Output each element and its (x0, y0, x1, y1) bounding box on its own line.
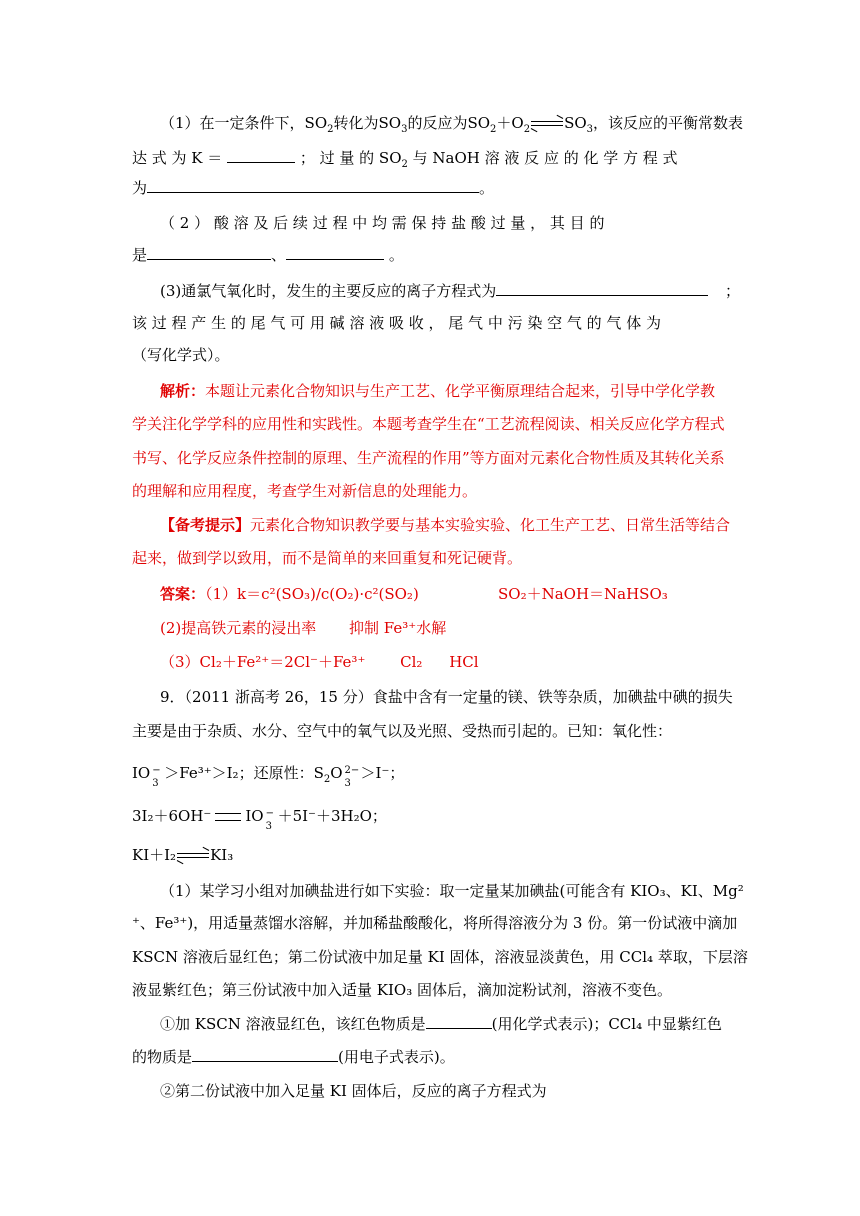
q9-sub2-line1 (160, 1081, 547, 1101)
text: （ 2 ） 酸 溶 及 后 续 过 程 中 均 需 保 持 盐 酸 过 量 ， 其 目 的 (160, 214, 605, 232)
ion-charge: − 3 (152, 765, 161, 789)
text: ＞Fe³⁺＞I₂；还原性：S (164, 764, 324, 782)
text: （3）Cl₂＋Fe²⁺＝2Cl⁻＋Fe³⁺ (160, 653, 366, 671)
tip-line2 (132, 548, 522, 568)
text: 的物质是 (132, 1048, 193, 1066)
text: 转化为SO (333, 114, 402, 132)
answer-blank[interactable] (426, 1014, 492, 1029)
equals-sign-icon (215, 813, 241, 821)
q9-equation1 (132, 806, 387, 832)
q8-part1-line2: 达 式 为 K ＝ ； 过 量 的 $SO_2$ 与 NaOH 溶 液 反 应 的 化 学 方 程 式 (132, 149, 678, 170)
text: SO₂＋NaOH＝NaHSO₃ (498, 585, 668, 603)
answer-blank[interactable] (147, 245, 271, 260)
tip-label: 【备考提示】 (160, 516, 251, 534)
text: (用电子式表示)。 (338, 1048, 455, 1066)
text: (用化学式表示)；CCl₄ 中显紫红色 (491, 1015, 722, 1033)
q9-part1-line2 (132, 913, 737, 933)
text: 本题让元素化合物知识与生产工艺、化学平衡原理结合起来，引导中学化学教 (205, 382, 716, 400)
text: 。 (479, 179, 495, 197)
q9-sub1-line2 (132, 1047, 455, 1067)
text: ①加 KSCN 溶液显红色，该红色物质是 (160, 1015, 426, 1033)
q8-part2-line2 (132, 245, 404, 265)
answer-label: 答案： (160, 585, 206, 603)
q9-line2 (132, 721, 672, 741)
text: 是 (132, 246, 148, 264)
answer-blank[interactable] (147, 178, 479, 193)
q8-part3-line2 (132, 313, 661, 333)
text: Cl₂ (400, 653, 423, 671)
q9-sub1-line1 (160, 1014, 722, 1034)
text: 学关注化学学科的应用性和实践性。本题考查学生在“工艺流程阅读、相关反应化学方程式 (132, 415, 725, 433)
answer-blank[interactable] (286, 245, 384, 260)
ion-charge: − 3 (265, 808, 274, 832)
q8-part1-line3 (132, 178, 494, 198)
q9-oxidation-line: IO − 3 ＞Fe³⁺＞I₂；还原性：$S_2O$ 2− 3 ＞I⁻； (132, 764, 405, 789)
answer-blank[interactable] (496, 281, 708, 296)
answer-blank[interactable] (227, 148, 295, 163)
text: （1）k＝c²(SO₃)/c(O₂)·c²(SO₂) (205, 585, 419, 603)
ion-charge: 2− 3 (344, 765, 360, 789)
tip-line1 (160, 515, 730, 535)
text: 与 NaOH 溶 液 反 应 的 化 学 方 程 式 (412, 149, 678, 167)
q8-part1-line1: （1）在一定条件下，$SO_2$转化为$SO_3$的反应为$SO_2+O_2$ $SO_3$，该反应的平衡常数表 (160, 114, 744, 135)
text: ＞I⁻； (360, 764, 405, 782)
q8-part2-line1 (160, 213, 604, 233)
text: 液显紫红色；第三份试液中加入适量 KIO₃ 固体后，滴加淀粉试剂，溶液不变色。 (132, 981, 672, 999)
text: 为 (132, 179, 148, 197)
text: 该 过 程 产 生 的 尾 气 可 用 碱 溶 液 吸 收 ， 尾 气 中 污 染 空 气 的 气 体 为 (132, 314, 661, 332)
text: （1）在一定条件下，SO (160, 114, 328, 132)
q9-equation2 (132, 845, 233, 865)
text: ②第二份试液中加入足量 KI 固体后，反应的离子方程式为 (160, 1082, 547, 1100)
equilibrium-arrow-icon (177, 851, 209, 861)
text: 9．（2011 浙高考 26，15 分）食盐中含有一定量的镁、铁等杂质，加碘盐中碘的损失 (160, 688, 733, 706)
text: KSCN 溶液后显红色；第二份试液中加足量 KI 固体，溶液显淡黄色，用 CCl₄ 萃取，下层溶 (132, 948, 748, 966)
text: KI＋I₂ (132, 846, 177, 864)
text: 3I₂＋6OH⁻ (132, 807, 212, 825)
q9-part1-line1 (160, 881, 744, 901)
text: (2)提高铁元素的浸出率 (160, 619, 317, 637)
analysis-line4 (132, 481, 477, 501)
text: (3)通氯气氧化时，发生的主要反应的离子方程式为 (160, 282, 497, 300)
analysis-line3 (132, 448, 725, 468)
text: ，该反应的平衡常数表 (593, 114, 744, 132)
text: 。 (388, 246, 404, 264)
answer-line3 (160, 652, 479, 672)
text: 元素化合物知识教学要与基本实验实验、化工生产工艺、日常生活等结合 (250, 516, 731, 534)
text: 主要是由于杂质、水分、空气中的氧气以及光照、受热而引起的。已知：氧化性： (132, 722, 673, 740)
text: ＋5I⁻＋3H₂O； (277, 807, 387, 825)
text: IO (245, 807, 264, 825)
text: 、 (271, 246, 287, 264)
text: KI₃ (210, 846, 234, 864)
text: ＋O (496, 114, 524, 132)
answer-line1b (498, 584, 668, 604)
answer-line1 (160, 584, 419, 604)
text: 的反应为SO (407, 114, 491, 132)
text: 的理解和应用程度，考查学生对新信息的处理能力。 (132, 482, 478, 500)
answer-line2 (160, 618, 446, 638)
text: （写化学式）。 (132, 346, 230, 364)
equilibrium-arrow-icon (531, 119, 563, 129)
text: 起来，做到学以致用，而不是简单的来回重复和死记硬背。 (132, 549, 523, 567)
text: ⁺、Fe³⁺)，用适量蒸馏水溶解，并加稀盐酸酸化，将所得溶液分为 3 份。第一份试液中滴加 (132, 914, 738, 932)
text: O (330, 764, 343, 782)
analysis-label: 解析： (160, 382, 206, 400)
text: ； 过 量 的 SO (299, 149, 402, 167)
text: （1）某学习小组对加碘盐进行如下实验：取一定量某加碘盐(可能含有 KIO₃、KI、Mg² (160, 882, 744, 900)
q9-line1 (160, 687, 733, 707)
text: IO (132, 764, 151, 782)
text: ； (725, 282, 741, 300)
q8-part3-line1 (160, 281, 740, 301)
q9-part1-line3 (132, 947, 748, 967)
text: HCl (449, 653, 479, 671)
text: 书写、化学反应条件控制的原理、生产流程的作用”等方面对元素化合物性质及其转化关系 (132, 449, 725, 467)
analysis-line2 (132, 414, 725, 434)
q8-part3-line3 (132, 345, 230, 365)
text: 抑制 Fe³⁺水解 (349, 619, 447, 637)
text: SO (564, 114, 587, 132)
text: 达 式 为 K ＝ (132, 149, 223, 167)
analysis-line1 (160, 381, 715, 401)
q9-part1-line4 (132, 980, 672, 1000)
answer-blank[interactable] (192, 1047, 338, 1062)
